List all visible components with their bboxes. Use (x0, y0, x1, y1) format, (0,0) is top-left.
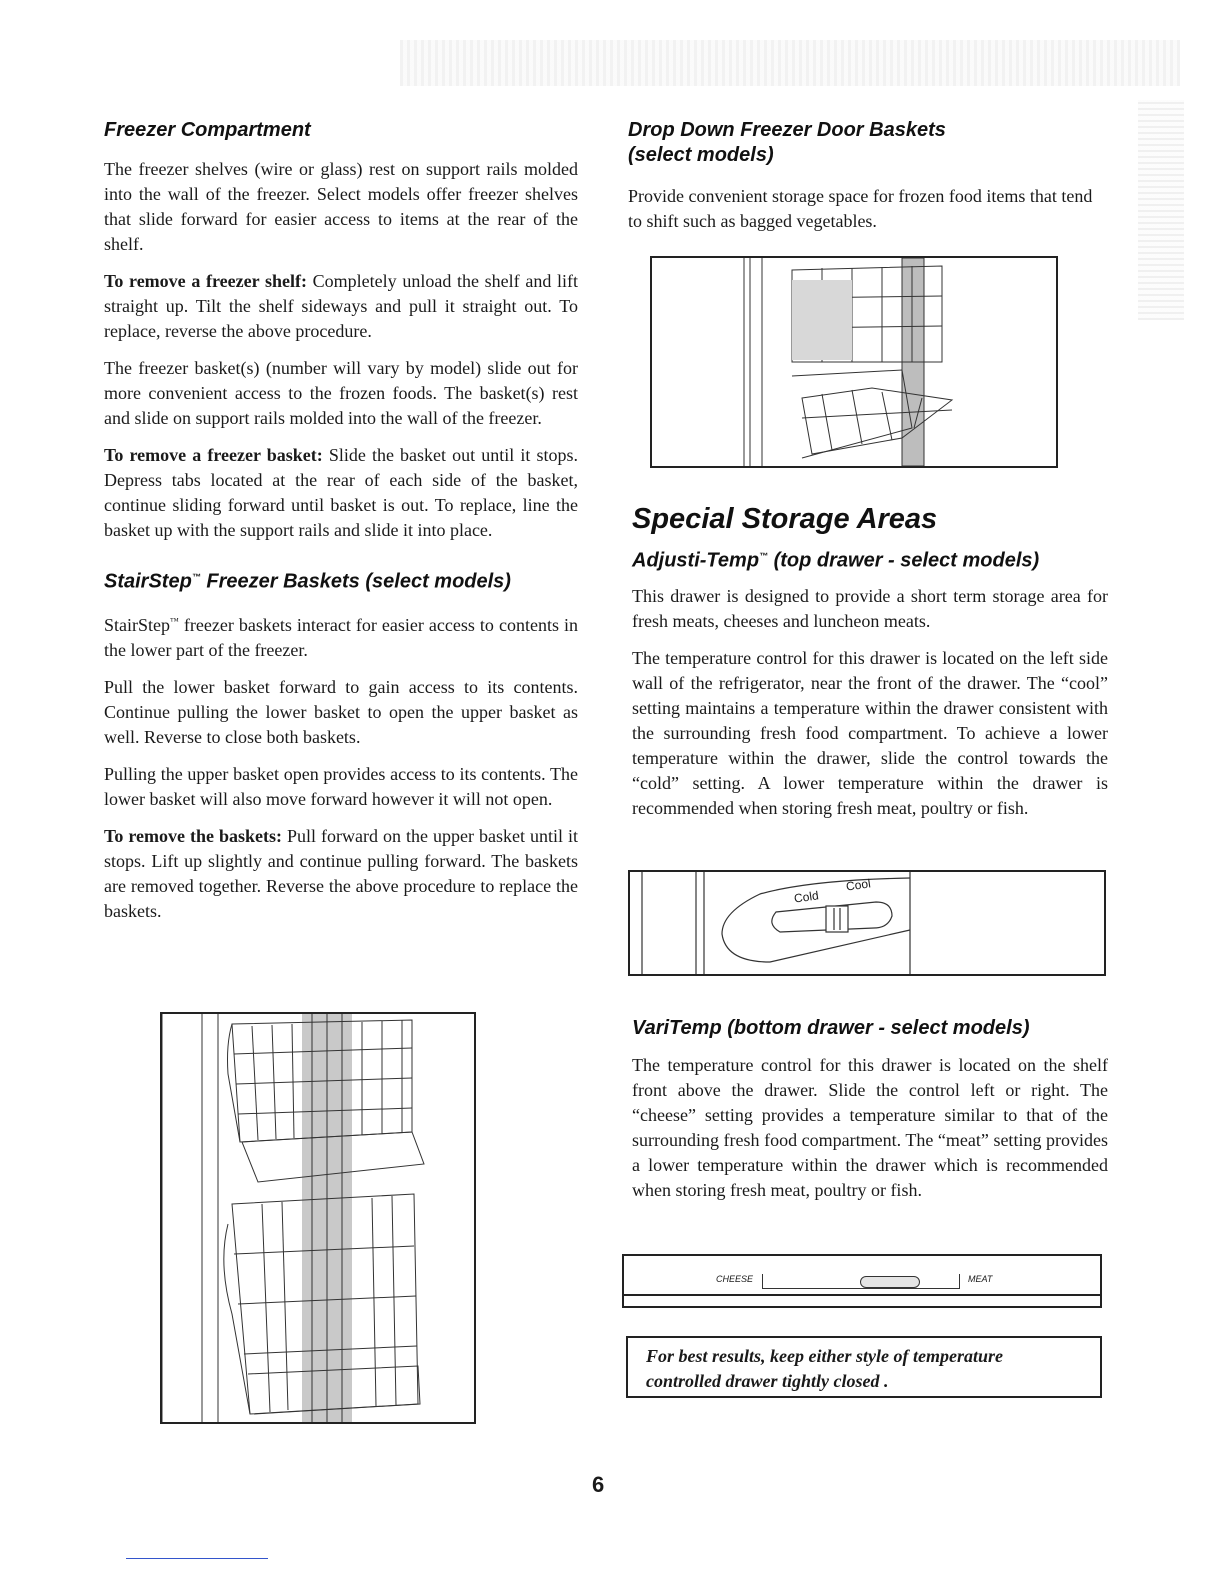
stairstep-basket-drawing (162, 1014, 474, 1422)
stairstep-paragraph-2: Pull the lower basket forward to gain access to its contents. Continue pulling the lower basket to open the upper basket as well. Reverse to close both baskets. (104, 676, 578, 747)
page-number: 6 (592, 1472, 605, 1497)
adjusti-temp-heading (632, 544, 1108, 574)
stairstep-paragraph-1 (104, 609, 578, 663)
stairstep-title-b: Freezer Baskets (select models) (200, 570, 511, 593)
trademark-symbol: ™ (170, 615, 179, 626)
door-basket-drawing (652, 258, 1056, 466)
freezer-paragraph-3: The freezer basket(s) (number will vary by model) slide out for more convenient access to the frozen foods. The basket(s) rest and slide on support rails molded into the wall of the freezer. (104, 358, 578, 428)
cheese-label: CHEESE (716, 1274, 754, 1284)
varitemp-section (632, 1016, 1108, 1215)
adjusti-title-b: (top drawer - select models) (768, 549, 1040, 572)
adjusti-title-a: Adjusti-Temp (632, 549, 760, 572)
scan-artifact-top (400, 40, 1180, 86)
cold-cool-control-illustration (628, 870, 1106, 976)
freezer-paragraph-1: The freezer shelves (wire or glass) rest on support rails molded into the wall of the freezer. Select models offer freezer shelves that slide forward for easier access to items at the rear of the shelf. (104, 159, 578, 254)
stairstep-p1-b: freezer baskets interact for easier access to contents in the lower part of the freezer. (104, 614, 578, 660)
stairstep-basket-illustration (160, 1012, 476, 1424)
remove-basket-lead: To remove a freezer basket: (104, 445, 323, 465)
cold-label: Cold (793, 888, 820, 906)
right-column (628, 118, 1108, 246)
shelf-edge-line (624, 1294, 1100, 1296)
drop-down-title-line2: (select models) (628, 144, 774, 166)
remove-shelf-lead: To remove a freezer shelf: (104, 271, 307, 291)
cheese-meat-slider-illustration (622, 1254, 1102, 1308)
remove-baskets-text: Pull forward on the upper basket until it stops. Lift up slightly and continue pulling forward. The baskets are removed together. Reverse the above procedure to replace the baskets. (104, 825, 578, 921)
stairstep-p1-a: StairStep (104, 614, 170, 635)
trademark-symbol: ™ (759, 551, 769, 561)
adjusti-paragraph-1: This drawer is designed to provide a short term storage area for fresh meats, cheeses and luncheon meats. (632, 585, 1108, 631)
left-column (104, 118, 578, 936)
freezer-paragraph-4 (104, 443, 578, 543)
trademark-symbol: ™ (191, 572, 201, 582)
drop-down-baskets-heading (628, 118, 1108, 168)
special-storage-section (632, 502, 1108, 833)
freezer-paragraph-2 (104, 269, 578, 344)
scan-artifact-side (1138, 100, 1184, 320)
varitemp-paragraph: The temperature control for this drawer is located on the shelf front above the drawer. Slide the control left or right. The “cheese” setting provides a temperature similar to that of the surrounding fresh food compartment. The “meat” setting provides a lower temperature within the drawer which is recommended when storing fresh meat, poultry or fish. (632, 1055, 1108, 1200)
cool-label: Cool (845, 876, 872, 894)
door-basket-illustration (650, 256, 1058, 468)
stairstep-paragraph-3: Pulling the upper basket open provides access to its contents. The lower basket will also move forward however it will not open. (104, 763, 578, 809)
drop-down-title-line1: Drop Down Freezer Door Baskets (628, 119, 946, 141)
special-storage-heading: Special Storage Areas (632, 503, 938, 535)
best-results-note: For best results, keep either style of temperature controlled drawer tightly closed . (626, 1336, 1102, 1398)
drop-down-paragraph: Provide convenient storage space for frozen food items that tend to shift such as bagged vegetables. (628, 186, 1093, 231)
meat-label: MEAT (968, 1274, 993, 1284)
remove-basket-text: Slide the basket out until it stops. Depress tabs located at the rear of each side of the basket, continue sliding forward until basket is out. To replace, line the basket up with the support rails and slide it into place. (104, 445, 578, 540)
adjusti-paragraph-2: The temperature control for this drawer is located on the left side wall of the refrigerator, near the front of the drawer. The “cool” setting maintains a temperature within the drawer consistent with the surrounding fresh food compartment. To achieve a lower temperature within the drawer, slide the control towards the “cold” setting. A lower temperature within the drawer is recommended when storing fresh meat, poultry or fish. (632, 647, 1108, 818)
remove-shelf-text: Completely unload the shelf and lift straight up. Tilt the shelf sideways and pull it straight out. To replace, reverse the above procedure. (104, 271, 578, 341)
stairstep-heading (104, 565, 578, 595)
slider-knob (860, 1276, 920, 1288)
freezer-compartment-heading: Freezer Compartment (104, 119, 311, 141)
stairstep-paragraph-4 (104, 824, 578, 924)
varitemp-heading: VariTemp (bottom drawer - select models) (632, 1017, 1030, 1039)
remove-baskets-lead: To remove the baskets: (104, 825, 283, 846)
scan-edge-line (126, 1558, 268, 1559)
stairstep-title-a: StairStep (104, 570, 192, 593)
